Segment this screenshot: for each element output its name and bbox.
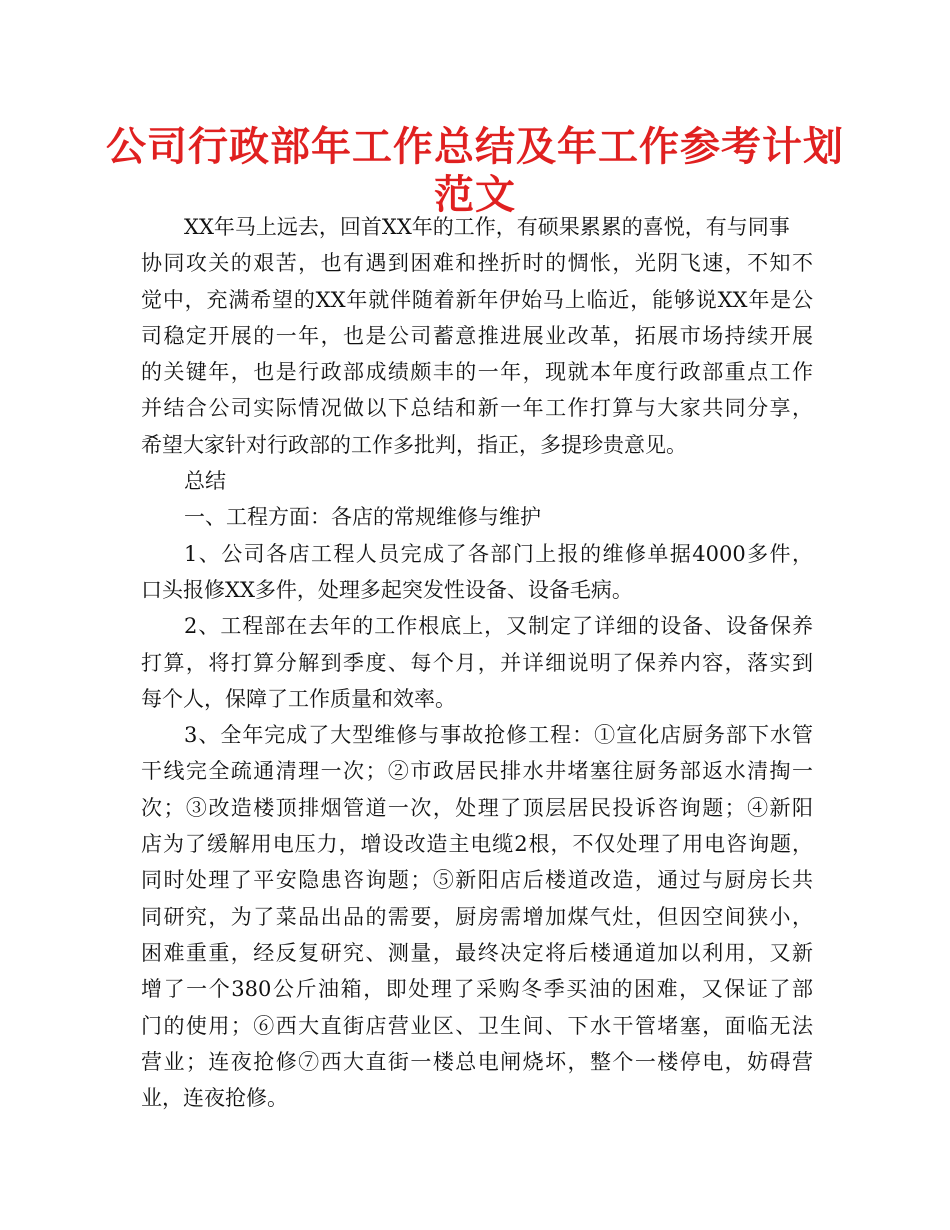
text-line: 次；③改造楼顶排烟管道一次，处理了顶层居民投诉咨询题；④新阳 — [141, 795, 813, 820]
text-line: 希望大家针对行政部的工作多批判，指正，多提珍贵意见。 — [141, 432, 687, 457]
text-line: 并结合公司实际情况做以下总结和新一年工作打算与大家共同分享， — [141, 396, 813, 421]
text-line: 店为了缓解用电压力，增设改造主电缆2根，不仅处理了用电咨询题， — [141, 832, 813, 857]
text-line: 同时处理了平安隐患咨询题；⑤新阳店后楼道改造，通过与厨房长共 — [141, 868, 813, 893]
section-heading: 总结 — [184, 469, 226, 494]
subsection-heading: 一、工程方面：各店的常规维修与维护 — [184, 505, 541, 530]
text-line: 的关键年，也是行政部成绩颇丰的一年，现就本年度行政部重点工作 — [141, 360, 813, 385]
text-line: 2、工程部在去年的工作根底上，又制定了详细的设备、设备保养 — [184, 614, 813, 639]
text-line: 每个人，保障了工作质量和效率。 — [141, 686, 456, 711]
text-line: 司稳定开展的一年，也是公司蓄意推进展业改革，拓展市场持续开展 — [141, 323, 813, 348]
text-line: 营业；连夜抢修⑦西大直街一楼总电闸烧坏，整个一楼停电，妨碍营 — [141, 1049, 813, 1074]
document-title-line-1: 公司行政部年工作总结及年工作参考计划 — [106, 124, 844, 170]
text-line: 门的使用；⑥西大直街店营业区、卫生间、下水干管堵塞，面临无法 — [141, 1013, 813, 1038]
text-line: 打算，将打算分解到季度、每个月，并详细说明了保养内容，落实到 — [141, 650, 813, 675]
text-line: 觉中，充满希望的XX年就伴随着新年伊始马上临近，能够说XX年是公 — [141, 287, 813, 312]
text-line: 1、公司各店工程人员完成了各部门上报的维修单据4000多件， — [184, 541, 813, 566]
document-title-line-2: 范文 — [434, 172, 516, 218]
text-line: 业，连夜抢修。 — [141, 1086, 288, 1111]
text-line: 口头报修XX多件，处理多起突发性设备、设备毛病。 — [141, 577, 633, 602]
text-line: 增了一个380公斤油箱，即处理了采购冬季买油的困难，又保证了部 — [141, 977, 813, 1002]
text-line: 困难重重，经反复研究、测量，最终决定将后楼通道加以利用，又新 — [141, 940, 813, 965]
text-line: 协同攻关的艰苦，也有遇到困难和挫折时的惆怅，光阴飞速，不知不 — [141, 251, 813, 276]
text-line: 3、全年完成了大型维修与事故抢修工程：①宣化店厨务部下水管 — [184, 723, 813, 748]
text-line: 同研究，为了菜品出品的需要，厨房需增加煤气灶，但因空间狭小， — [141, 904, 813, 929]
document-body — [141, 209, 813, 1116]
text-line: XX年马上远去，回首XX年的工作，有硕果累累的喜悦，有与同事 — [184, 215, 790, 239]
text-line: 干线完全疏通清理一次；②市政居民排水井堵塞往厨务部返水清掏一 — [141, 759, 813, 784]
